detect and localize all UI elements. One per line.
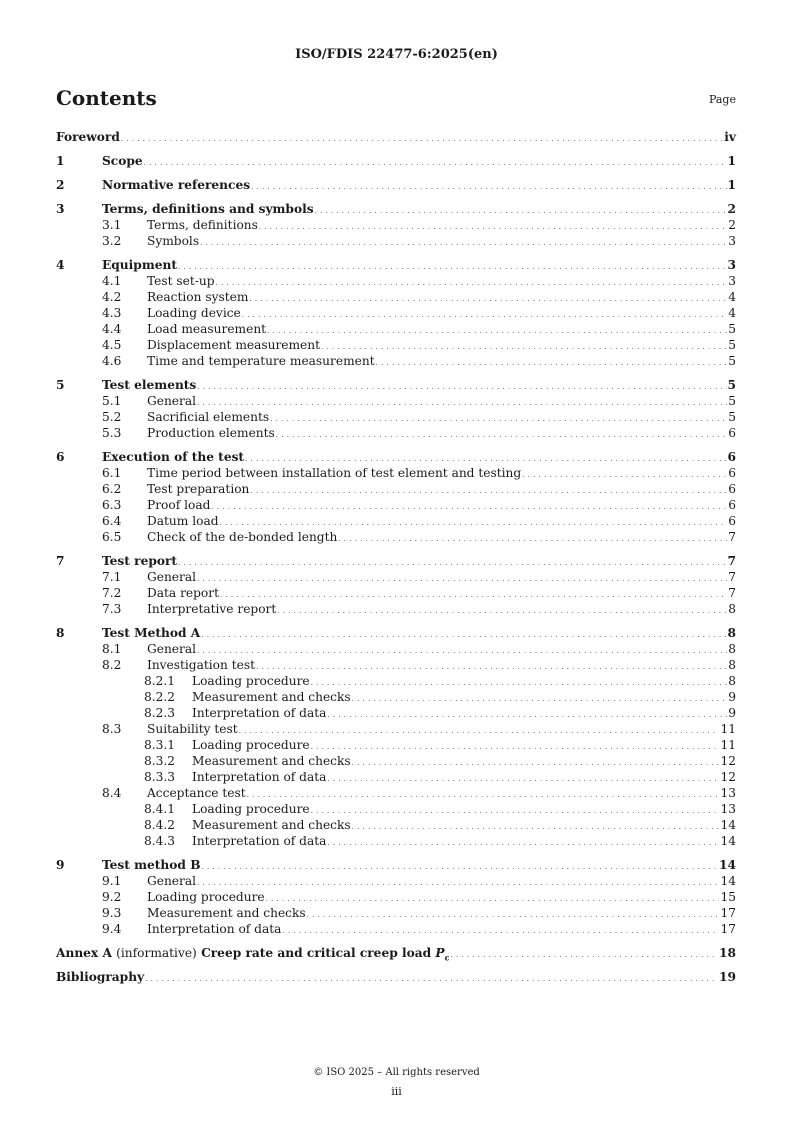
toc-page-number: 1 xyxy=(727,178,736,192)
dot-leader xyxy=(311,675,728,691)
toc-number: 5.3 xyxy=(102,426,122,440)
toc-number: 6.3 xyxy=(102,498,122,512)
dot-leader xyxy=(276,427,727,443)
toc-title: Loading device xyxy=(147,306,241,320)
toc-page-number: 8 xyxy=(728,674,736,688)
toc-entry[interactable] xyxy=(56,721,736,737)
dot-leader xyxy=(197,571,727,587)
toc-entry[interactable] xyxy=(56,625,736,641)
toc-page-number: 8 xyxy=(728,602,736,616)
dot-leader xyxy=(277,603,727,619)
toc-entry[interactable] xyxy=(56,737,736,753)
annex-type: (informative) xyxy=(116,946,197,960)
dot-leader xyxy=(307,907,720,923)
dot-leader xyxy=(216,275,728,291)
dot-leader xyxy=(239,723,720,739)
toc-number: 4.1 xyxy=(102,274,122,288)
toc-entry[interactable] xyxy=(56,889,736,905)
toc-page-number: 8 xyxy=(728,658,736,672)
toc-page-number: 6 xyxy=(727,450,736,464)
dot-leader xyxy=(211,499,727,515)
dot-leader xyxy=(259,219,727,235)
annex-symbol-subscript: c xyxy=(444,952,450,963)
toc-annex-title xyxy=(56,945,449,965)
toc-page-number: 5 xyxy=(728,338,736,352)
dot-leader xyxy=(144,155,727,171)
toc-entry[interactable] xyxy=(56,873,736,889)
dot-leader xyxy=(282,923,719,939)
dot-leader xyxy=(251,179,726,195)
dot-leader xyxy=(270,411,727,427)
dot-leader xyxy=(242,307,727,323)
toc-page-number: 2 xyxy=(728,218,736,232)
toc-title: Test Method A xyxy=(102,626,201,640)
annex-title: Creep rate and critical creep load xyxy=(201,946,432,960)
toc-number: 6.5 xyxy=(102,530,122,544)
dot-leader xyxy=(352,691,728,707)
toc-page-number: 8 xyxy=(728,642,736,656)
dot-leader xyxy=(327,771,719,787)
dot-leader xyxy=(352,819,720,835)
toc-page-number: 17 xyxy=(720,922,736,936)
toc-entry[interactable] xyxy=(56,529,736,545)
annex-symbol: P xyxy=(435,946,445,960)
toc-page-number: 13 xyxy=(720,802,736,816)
toc-entry[interactable] xyxy=(56,833,736,849)
toc-number: 4.5 xyxy=(102,338,122,352)
toc-entry[interactable] xyxy=(56,273,736,289)
dot-leader xyxy=(202,859,719,875)
toc-title: Test elements xyxy=(102,378,197,392)
contents-title: Contents xyxy=(56,86,157,110)
toc-page-number: 12 xyxy=(720,770,736,784)
toc-page-number: 7 xyxy=(728,586,736,600)
toc-number: 5 xyxy=(56,378,65,392)
toc-number: 8.2 xyxy=(102,658,122,672)
toc-number: 2 xyxy=(56,178,65,192)
toc-title: Loading procedure xyxy=(147,890,265,904)
toc-number: 8.4.3 xyxy=(144,834,176,848)
toc-title: Data report xyxy=(147,586,219,600)
toc-entry[interactable] xyxy=(56,753,736,769)
toc-entry-annex[interactable] xyxy=(56,945,736,961)
toc-page-number: 15 xyxy=(720,890,736,904)
toc-title: Interpretation of data xyxy=(192,770,327,784)
dot-leader xyxy=(327,707,727,723)
toc-page-number: 6 xyxy=(728,466,736,480)
toc-number: 8.4.2 xyxy=(144,818,176,832)
toc-page-number: 3 xyxy=(728,274,736,288)
toc-number: 7.3 xyxy=(102,602,122,616)
copyright-footer: © ISO 2025 – All rights reserved xyxy=(313,1067,480,1078)
toc-page-number: 11 xyxy=(720,722,736,736)
dot-leader xyxy=(178,259,727,275)
toc-entry[interactable] xyxy=(56,553,736,569)
toc-page-number: 14 xyxy=(719,858,736,872)
toc-number: 8.4 xyxy=(102,786,122,800)
toc-entry[interactable] xyxy=(56,857,736,873)
dot-leader xyxy=(315,203,727,219)
toc-number: 1 xyxy=(56,154,65,168)
dot-leader xyxy=(197,643,727,659)
toc-number: 8.4.1 xyxy=(144,802,176,816)
dot-leader xyxy=(145,971,718,987)
toc-entry[interactable] xyxy=(56,425,736,441)
toc-entry[interactable] xyxy=(56,657,736,673)
dot-leader xyxy=(197,875,719,891)
toc-page-number: 6 xyxy=(728,514,736,528)
toc-title: Measurement and checks xyxy=(192,690,351,704)
footer-page-number: iii xyxy=(391,1085,402,1098)
toc-entry[interactable] xyxy=(56,921,736,937)
toc-page-number: 17 xyxy=(720,906,736,920)
toc-entry[interactable] xyxy=(56,801,736,817)
toc-page-number: 9 xyxy=(728,690,736,704)
toc-number: 7.2 xyxy=(102,586,122,600)
toc-page-number: iv xyxy=(724,130,736,144)
toc-number: 8.2.3 xyxy=(144,706,176,720)
toc-page-number: 4 xyxy=(728,290,736,304)
dot-leader xyxy=(249,291,727,307)
toc-page-number: 14 xyxy=(720,874,736,888)
toc-page-number: 3 xyxy=(728,234,736,248)
toc-page-number: 11 xyxy=(720,738,736,752)
toc-page-number: 2 xyxy=(727,202,736,216)
toc-entry[interactable] xyxy=(56,785,736,801)
toc-number: 8 xyxy=(56,626,65,640)
toc-entry[interactable] xyxy=(56,673,736,689)
toc-page-number: 8 xyxy=(727,626,736,640)
document-id-header: ISO/FDIS 22477-6:2025(en) xyxy=(295,47,498,62)
toc-title: Symbols xyxy=(147,234,200,248)
toc-entry[interactable] xyxy=(56,769,736,785)
toc-page-number: 6 xyxy=(728,482,736,496)
toc-entry[interactable] xyxy=(56,497,736,513)
dot-leader xyxy=(201,627,726,643)
toc-number: 4 xyxy=(56,258,65,272)
toc-number: 8.3.1 xyxy=(144,738,176,752)
toc-title: Displacement measurement xyxy=(147,338,321,352)
toc-title: Scope xyxy=(102,154,143,168)
toc-page-number: 7 xyxy=(728,530,736,544)
toc-number: 4.6 xyxy=(102,354,122,368)
dot-leader xyxy=(450,947,718,963)
toc-title: Time period between installation of test element and testing xyxy=(147,466,522,480)
toc-title: Measurement and checks xyxy=(192,818,351,832)
toc-title: Loading procedure xyxy=(192,738,310,752)
toc-number: 9.3 xyxy=(102,906,122,920)
toc-entry[interactable] xyxy=(56,305,736,321)
toc-title: Time and temperature measurement xyxy=(147,354,375,368)
dot-leader xyxy=(352,755,720,771)
toc-number: 4.3 xyxy=(102,306,122,320)
dot-leader xyxy=(321,339,727,355)
toc-title: Normative references xyxy=(102,178,251,192)
page-column-label: Page xyxy=(708,93,736,106)
dot-leader xyxy=(338,531,727,547)
toc-number: 8.2.2 xyxy=(144,690,176,704)
toc-page-number: 12 xyxy=(720,754,736,768)
dot-leader xyxy=(197,395,727,411)
toc-number: 8.3.3 xyxy=(144,770,176,784)
toc-page-number: 18 xyxy=(719,946,736,960)
dot-leader xyxy=(311,739,720,755)
toc-entry[interactable] xyxy=(56,449,736,465)
toc-entry[interactable] xyxy=(56,817,736,833)
toc-entry[interactable] xyxy=(56,969,736,985)
toc-entry[interactable] xyxy=(56,569,736,585)
toc-page-number: 5 xyxy=(728,354,736,368)
dot-leader xyxy=(178,555,726,571)
toc-title: Terms, definitions xyxy=(147,218,258,232)
toc-number: 7.1 xyxy=(102,570,122,584)
toc-page-number: 14 xyxy=(720,834,736,848)
dot-leader xyxy=(522,467,727,483)
toc-page-number: 3 xyxy=(727,258,736,272)
toc-page-number: 5 xyxy=(728,394,736,408)
annex-label: Annex A xyxy=(56,946,112,960)
toc-number: 3 xyxy=(56,202,65,216)
dot-leader xyxy=(247,787,720,803)
toc-number: 9.2 xyxy=(102,890,122,904)
toc-entry[interactable] xyxy=(56,129,736,145)
dot-leader xyxy=(266,891,720,907)
toc-entry[interactable] xyxy=(56,177,736,193)
toc-number: 9 xyxy=(56,858,65,872)
dot-leader xyxy=(376,355,728,371)
toc-number: 5.2 xyxy=(102,410,122,424)
toc-entry[interactable] xyxy=(56,513,736,529)
toc-number: 3.2 xyxy=(102,234,122,248)
toc-entry[interactable] xyxy=(56,337,736,353)
toc-entry[interactable] xyxy=(56,601,736,617)
dot-leader xyxy=(256,659,727,675)
toc-number: 8.3 xyxy=(102,722,122,736)
toc-number: 4.4 xyxy=(102,322,122,336)
toc-title: Loading procedure xyxy=(192,674,310,688)
toc-number: 6.2 xyxy=(102,482,122,496)
toc-entry[interactable] xyxy=(56,689,736,705)
toc-number: 6 xyxy=(56,450,65,464)
toc-entry[interactable] xyxy=(56,641,736,657)
dot-leader xyxy=(250,483,727,499)
dot-leader xyxy=(327,835,719,851)
toc-number: 4.2 xyxy=(102,290,122,304)
toc-entry[interactable] xyxy=(56,289,736,305)
toc-page-number: 5 xyxy=(727,378,736,392)
toc-page-number: 4 xyxy=(728,306,736,320)
toc-title: Interpretation of data xyxy=(192,834,327,848)
toc-title: General xyxy=(147,570,196,584)
toc-entry[interactable] xyxy=(56,393,736,409)
table-of-contents xyxy=(56,129,736,985)
toc-title: Load measurement xyxy=(147,322,267,336)
toc-page-number: 9 xyxy=(728,706,736,720)
toc-title: Measurement and checks xyxy=(147,906,306,920)
toc-entry[interactable] xyxy=(56,905,736,921)
toc-entry[interactable] xyxy=(56,585,736,601)
toc-page-number: 6 xyxy=(728,498,736,512)
toc-title: Acceptance test xyxy=(147,786,246,800)
toc-title: Datum load xyxy=(147,514,219,528)
toc-number: 8.3.2 xyxy=(144,754,176,768)
toc-title: Measurement and checks xyxy=(192,754,351,768)
toc-number: 9.1 xyxy=(102,874,122,888)
toc-title: Terms, definitions and symbols xyxy=(102,202,314,216)
toc-page-number: 19 xyxy=(719,970,736,984)
toc-page-number: 14 xyxy=(720,818,736,832)
toc-title: Equipment xyxy=(102,258,177,272)
toc-page-number: 7 xyxy=(728,570,736,584)
toc-number: 6.4 xyxy=(102,514,122,528)
toc-title: Test report xyxy=(102,554,178,568)
toc-entry[interactable] xyxy=(56,153,736,169)
toc-entry[interactable] xyxy=(56,217,736,233)
toc-number: 5.1 xyxy=(102,394,122,408)
toc-title: Production elements xyxy=(147,426,275,440)
toc-title: Check of the de-bonded length xyxy=(147,530,338,544)
toc-title: General xyxy=(147,874,196,888)
dot-leader xyxy=(200,235,727,251)
toc-entry[interactable] xyxy=(56,353,736,369)
toc-entry[interactable] xyxy=(56,409,736,425)
toc-title: Interpretation of data xyxy=(147,922,282,936)
toc-entry[interactable] xyxy=(56,257,736,273)
toc-entry[interactable] xyxy=(56,321,736,337)
toc-page-number: 5 xyxy=(728,322,736,336)
toc-number: 6.1 xyxy=(102,466,122,480)
toc-entry[interactable] xyxy=(56,377,736,393)
toc-number: 8.2.1 xyxy=(144,674,176,688)
toc-entry[interactable] xyxy=(56,465,736,481)
toc-page-number: 6 xyxy=(728,426,736,440)
toc-number: 7 xyxy=(56,554,65,568)
toc-title: Bibliography xyxy=(56,970,145,984)
toc-title: Reaction system xyxy=(147,290,249,304)
toc-title: Foreword xyxy=(56,130,120,144)
toc-title: Interpretation of data xyxy=(192,706,327,720)
toc-title: Suitability test xyxy=(147,722,238,736)
toc-page-number: 1 xyxy=(727,154,736,168)
dot-leader xyxy=(311,803,720,819)
toc-title: General xyxy=(147,642,196,656)
dot-leader xyxy=(267,323,727,339)
toc-title: Investigation test xyxy=(147,658,255,672)
toc-title: General xyxy=(147,394,196,408)
toc-page-number: 7 xyxy=(727,554,736,568)
toc-number: 9.4 xyxy=(102,922,122,936)
toc-title: Test method B xyxy=(102,858,201,872)
toc-page-number: 5 xyxy=(728,410,736,424)
toc-title: Interpretative report xyxy=(147,602,277,616)
dot-leader xyxy=(197,379,726,395)
toc-title: Execution of the test xyxy=(102,450,245,464)
toc-title: Loading procedure xyxy=(192,802,310,816)
toc-title: Proof load xyxy=(147,498,211,512)
toc-title: Test preparation xyxy=(147,482,250,496)
dot-leader xyxy=(121,131,723,147)
toc-number: 8.1 xyxy=(102,642,122,656)
toc-title: Sacrificial elements xyxy=(147,410,270,424)
toc-title: Test set-up xyxy=(147,274,215,288)
toc-entry[interactable] xyxy=(56,481,736,497)
toc-entry[interactable] xyxy=(56,201,736,217)
toc-entry[interactable] xyxy=(56,233,736,249)
toc-number: 3.1 xyxy=(102,218,122,232)
toc-entry[interactable] xyxy=(56,705,736,721)
dot-leader xyxy=(220,587,727,603)
toc-page-number: 13 xyxy=(720,786,736,800)
